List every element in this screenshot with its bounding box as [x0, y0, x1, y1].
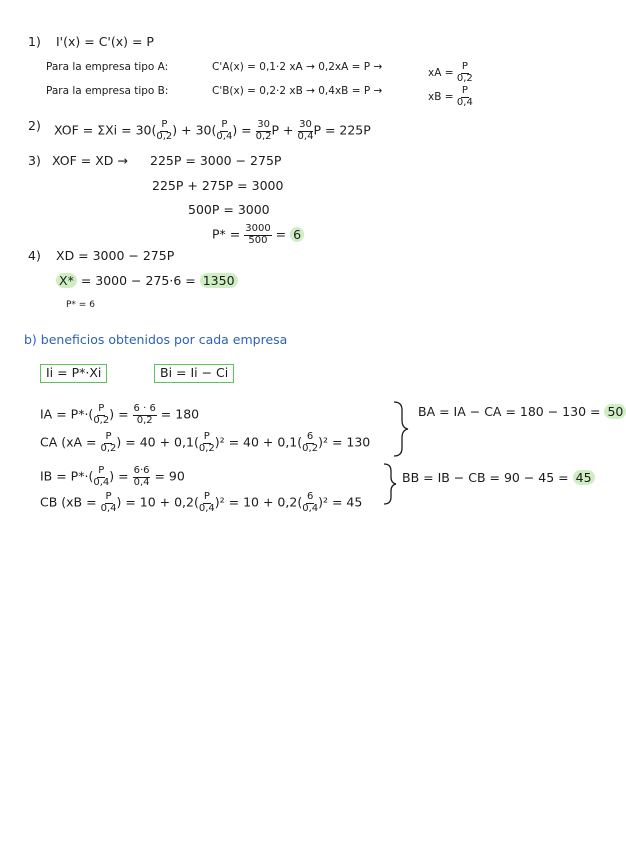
part-b-title: b) beneficios obtenidos por cada empresa [24, 332, 288, 347]
step-1-equation: I'(x) = C'(x) = P [56, 34, 154, 49]
profit-formula-box: Bi = Ii − Ci [154, 364, 234, 383]
firm-a-derivative: C'A(x) = 0,1·2 xA → 0,2xA = P → [212, 61, 383, 73]
brace-firm-a [394, 402, 408, 456]
equilibrium-price: P* = $\frac{3000}{500}$ = 6 [212, 224, 304, 246]
step-2-number: 2) [28, 118, 41, 133]
profit-b: BB = IB − CB = 90 − 45 = 45 [402, 472, 595, 485]
step-1-number: 1) [28, 34, 41, 49]
firm-a-result: xA = $\frac{P}{0,2}$ [428, 61, 473, 84]
cost-b-line: CB (xB = $\frac{P}{0,4}$ ) = 10 + 0,2( $\frac{P}{0,4}$ )² = 10 + 0,2( $\frac{6}{0,4}$ )² = 45 [40, 491, 363, 514]
quantity-highlight: 1350 [200, 273, 238, 288]
equilibrium-line-1: 225P = 3000 − 275P [150, 153, 282, 168]
brace-firm-b [384, 464, 396, 504]
xstar-highlight: X* [56, 273, 77, 288]
income-b-line: IB = P*·( $\frac{P}{0,4}$ ) = $\frac{6\cdot 6}{0,4}$ = 90 [40, 465, 185, 488]
profit-b-highlight: 45 [573, 470, 595, 485]
income-formula-box: Ii = P*·Xi [40, 364, 107, 383]
price-substitution-note: P* = 6 [66, 300, 95, 310]
equilibrium-condition: XOF = XD → [52, 153, 128, 168]
step-4-number: 4) [28, 248, 41, 263]
equilibrium-line-2: 225P + 275P = 3000 [152, 178, 284, 193]
firm-b-label: Para la empresa tipo B: [46, 85, 169, 97]
firm-b-fraction: $\frac{P}{0,4}$ [456, 85, 473, 108]
equilibrium-quantity: X* = 3000 − 275·6 = 1350 [56, 275, 238, 288]
aggregate-supply: XOF = ΣXi = 30( $\frac{P}{0,2}$ ) + 30( $\frac{P}{0,4}$ ) = $\frac{30}{0,2}$ P + $\frac{30}{0,4}$ P = 225P [54, 119, 371, 142]
firm-b-derivative: C'B(x) = 0,2·2 xB → 0,4xB = P → [212, 85, 383, 97]
firm-b-result: xB = $\frac{P}{0,4}$ [428, 85, 473, 108]
profit-a: BA = IA − CA = 180 − 130 = 50 [418, 406, 626, 419]
price-highlight: 6 [290, 227, 304, 242]
profit-a-highlight: 50 [604, 404, 626, 419]
demand-equation: XD = 3000 − 275P [56, 248, 175, 263]
firm-a-fraction: $\frac{P}{0,2}$ [456, 61, 473, 84]
income-a-line: IA = P*·( $\frac{P}{0,2}$ ) = $\frac{6 \cdot 6}{0,2}$ = 180 [40, 403, 200, 426]
step-3-number: 3) [28, 153, 41, 168]
equilibrium-line-3: 500P = 3000 [188, 202, 270, 217]
cost-a-line: CA (xA = $\frac{P}{0,2}$ ) = 40 + 0,1( $\frac{P}{0,2}$ )² = 40 + 0,1( $\frac{6}{0,2}$ )² = 130 [40, 431, 371, 454]
firm-a-label: Para la empresa tipo A: [46, 61, 169, 73]
